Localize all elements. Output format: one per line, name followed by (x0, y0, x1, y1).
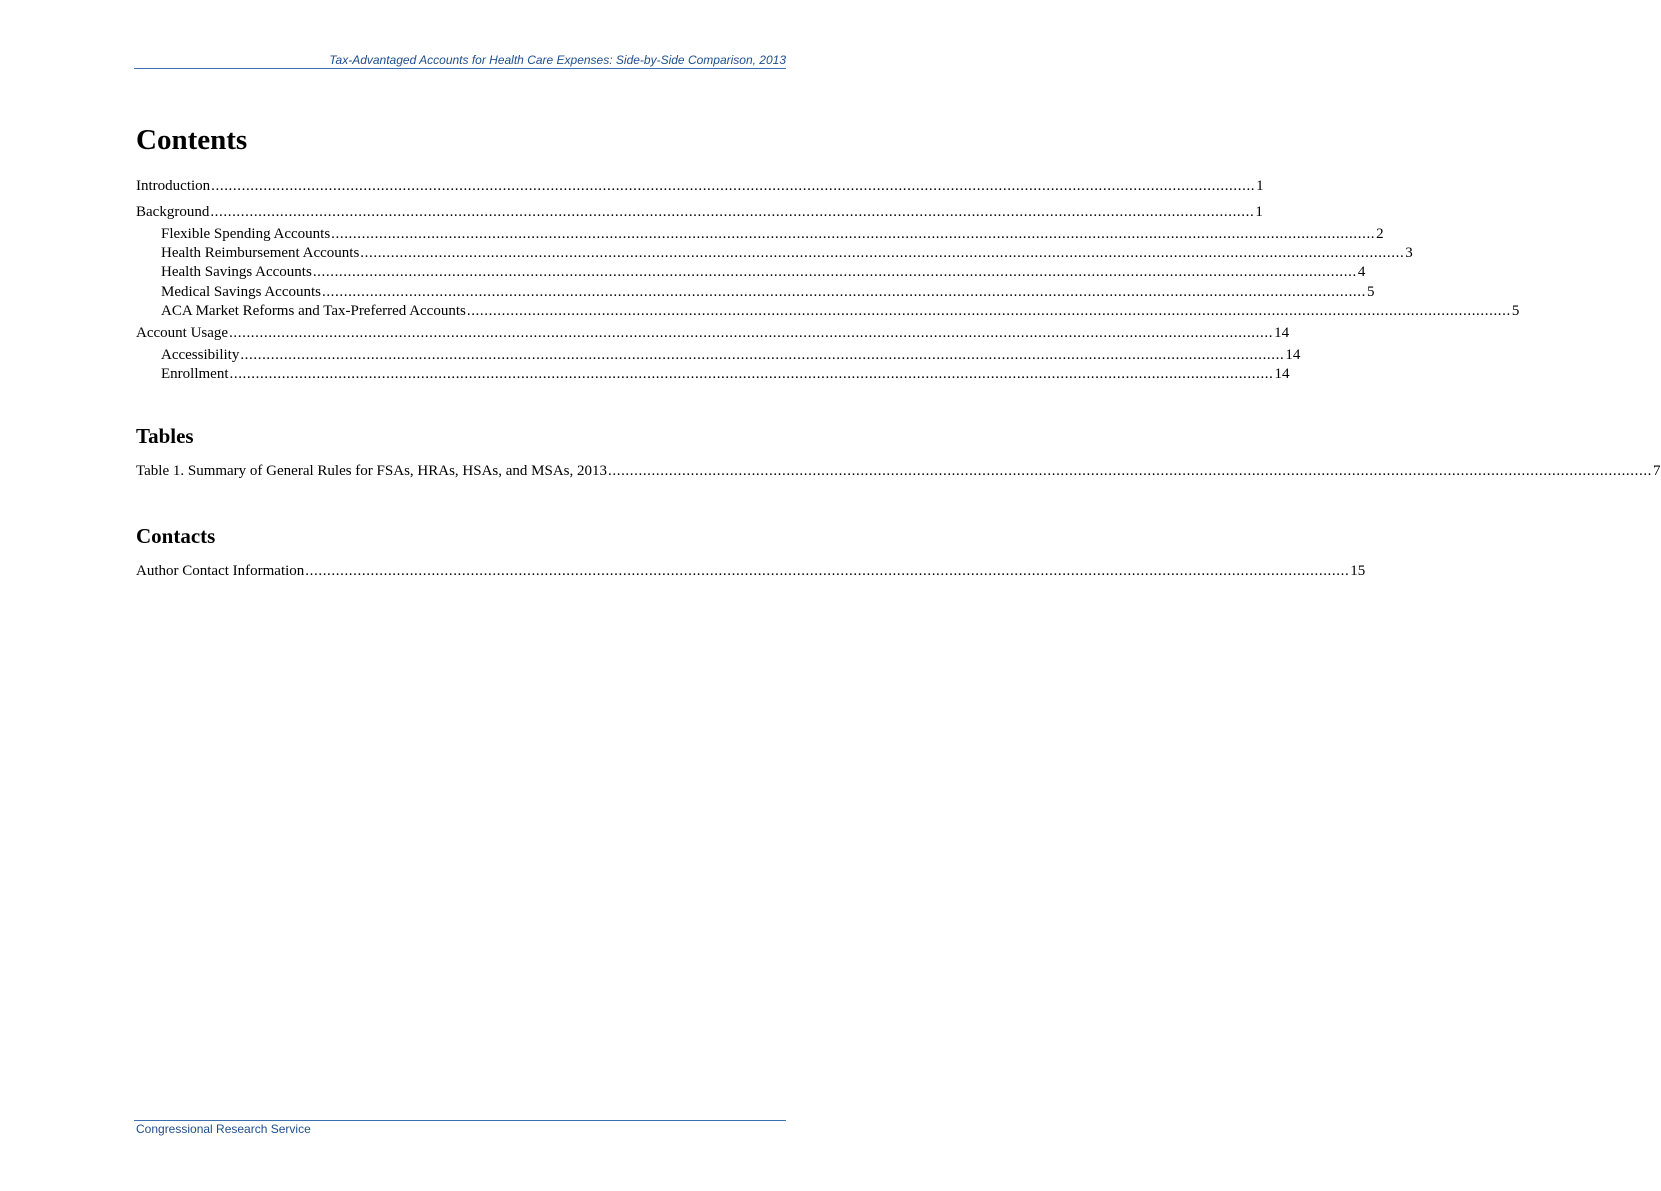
contents-heading: Contents (136, 124, 248, 156)
toc-entry-label: Background (136, 204, 210, 220)
toc-entry-label: Medical Savings Accounts (161, 284, 321, 300)
dot-leader: ................................................................................................................................................................................................................................................ (608, 463, 1653, 479)
toc-entry-label: Account Usage (136, 325, 229, 341)
dot-leader: ................................................................................................................................................................................................................................................ (211, 178, 1256, 194)
toc-entry-page: 2 (1376, 226, 1384, 242)
toc-entry-accessibility[interactable] (161, 346, 1301, 365)
toc-entry-page: 14 (1274, 325, 1290, 341)
toc-entry-background[interactable] (136, 203, 1263, 222)
toc-entry-page: 5 (1366, 284, 1375, 300)
toc-entry-page: 4 (1357, 264, 1366, 280)
toc-entry-page: 15 (1350, 563, 1366, 579)
toc-entry-label: ACA Market Reforms and Tax-Preferred Accounts (161, 303, 466, 319)
dot-leader: ................................................................................................................................................................................................................................................ (240, 347, 1285, 363)
toc-entry-page: 7 (1653, 463, 1661, 479)
running-footer: Congressional Research Service (136, 1122, 311, 1136)
toc-entry-page: 14 (1285, 347, 1301, 363)
dot-leader: ................................................................................................................................................................................................................................................ (312, 264, 1357, 280)
running-header: Tax-Advantaged Accounts for Health Care Expenses: Side-by-Side Comparison, 2013 (329, 53, 786, 67)
toc-entry-page: 14 (1274, 366, 1290, 382)
toc-entry-label: Health Reimbursement Accounts (161, 245, 360, 261)
dot-leader: ................................................................................................................................................................................................................................................ (229, 366, 1274, 382)
toc-entry-health-savings-accounts[interactable] (161, 263, 1366, 282)
toc-entry-medical-savings-accounts[interactable] (161, 283, 1375, 302)
toc-entry-enrollment[interactable] (161, 365, 1290, 384)
toc-entry-label: Flexible Spending Accounts (161, 226, 331, 242)
toc-entry-label: Table 1. Summary of General Rules for FSAs, HRAs, HSAs, and MSAs, 2013 (136, 463, 608, 479)
dot-leader: ................................................................................................................................................................................................................................................ (321, 284, 1366, 300)
toc-entry-label: Enrollment (161, 366, 229, 382)
dot-leader: ................................................................................................................................................................................................................................................ (331, 226, 1376, 242)
toc-entry-page: 5 (1511, 303, 1520, 319)
toc-entry-account-usage[interactable] (136, 324, 1290, 343)
dot-leader: ................................................................................................................................................................................................................................................ (360, 245, 1405, 261)
dot-leader: ................................................................................................................................................................................................................................................ (210, 204, 1255, 220)
toc-entry-introduction[interactable] (136, 177, 1264, 196)
dot-leader: ................................................................................................................................................................................................................................................ (305, 563, 1350, 579)
toc-entry-page: 1 (1256, 178, 1264, 194)
header-rule (134, 68, 786, 69)
toc-entry-health-reimbursement-accounts[interactable] (161, 244, 1413, 263)
toc-entry-label: Health Savings Accounts (161, 264, 312, 280)
toc-entry-table-1[interactable] (136, 462, 1661, 481)
toc-entry-aca-market-reforms[interactable] (161, 302, 1520, 321)
contacts-heading: Contacts (136, 524, 216, 548)
footer-rule (134, 1120, 786, 1121)
tables-heading: Tables (136, 424, 194, 448)
toc-entry-label: Accessibility (161, 347, 240, 363)
toc-entry-page: 1 (1255, 204, 1263, 220)
toc-entry-label: Introduction (136, 178, 211, 194)
toc-entry-page: 3 (1405, 245, 1413, 261)
dot-leader: ................................................................................................................................................................................................................................................ (466, 303, 1511, 319)
toc-entry-flexible-spending-accounts[interactable] (161, 225, 1384, 244)
toc-entry-author-contact-information[interactable] (136, 562, 1366, 581)
toc-entry-label: Author Contact Information (136, 563, 305, 579)
dot-leader: ................................................................................................................................................................................................................................................ (229, 325, 1274, 341)
